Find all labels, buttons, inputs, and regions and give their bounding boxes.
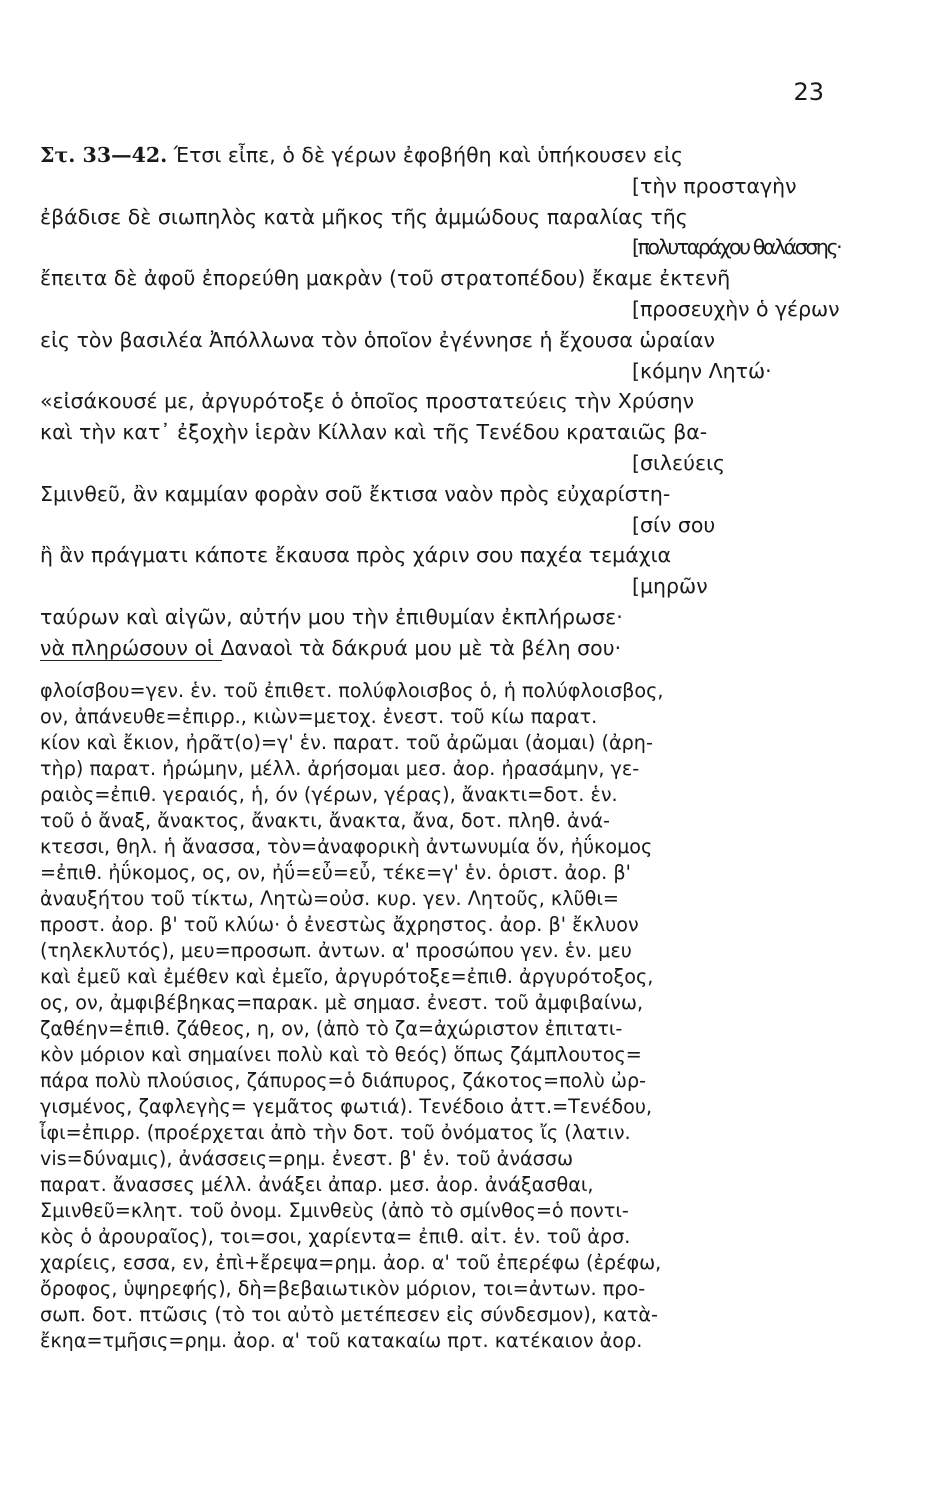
verse-continuation-line [40,356,840,387]
note-line: κὸς ὁ ἀρουραῖος), τοι=σοι, χαρίεντα= ἐπιθ. αἰτ. ἑν. τοῦ ἀρσ. [40,1225,631,1248]
verse-line [40,479,840,510]
note-line: τὴρ) παρατ. ἠρώμην, μέλλ. ἀρήσομαι μεσ. ἀορ. ἠρασάμην, γε- [40,757,640,780]
note-line: =ἐπιθ. ἠΰκομος, ος, ον, ἠΰ=εὖ=εὖ, τέκε=γ' ἑν. ὁριστ. ἀορ. β' [40,861,631,884]
verse-range-label: Στ. 33—42. [40,143,168,167]
note-line: προστ. ἀορ. β' τοῦ κλύω· ὁ ἐνεστὼς ἄχρηστος. ἀορ. β' ἔκλυον [40,913,639,936]
verse-line [40,263,840,294]
note-line: ἔκηα=τμῆσις=ρημ. ἀορ. α' τοῦ κατακαίω πρτ. κατέκαιον ἀορ. [40,1329,643,1352]
verse-text: ἔπειτα δὲ ἀφοῦ ἐπορεύθη μακρὰν (τοῦ στρατοπέδου) ἔκαμε ἐκτενῆ [40,266,731,291]
note-line: καὶ ἐμεῦ καὶ ἐμέθεν καὶ ἐμεῖο, ἀργυρότοξε=ἐπιθ. ἀργυρότοξος, [40,965,654,988]
verse-text: ἢ ἂν πράγματι κάποτε ἔκαυσα πρὸς χάριν σου παχέα τεμάχια [40,543,672,568]
verse-line [40,325,840,356]
note-line: χαρίεις, εσσα, εν, ἐπὶ+ἔρεψα=ρημ. ἀορ. α' τοῦ ἐπερέφω (ἐρέφω, [40,1251,662,1274]
footnote-divider [40,660,222,661]
verse-text: [προσευχὴν ὁ γέρων [632,296,840,321]
verse-continuation-line [40,448,840,479]
verse-continuation-line [40,294,840,325]
verse-text: [τὴν προσταγὴν [632,173,797,198]
note-line: τοῦ ὁ ἄναξ, ἄνακτος, ἄνακτι, ἄνακτα, ἄνα, δοτ. πληθ. ἀνά- [40,809,610,832]
verse-translation [40,140,840,664]
verse-text: καὶ τὴν κατ᾽ ἐξοχὴν ἱερὰν Κίλλαν καὶ τῆς Τενέδου κραταιῶς βα- [40,420,708,445]
note-line: ον, ἀπάνευθε=ἐπιρρ., κιὼν=μετοχ. ἐνεστ. τοῦ κίω παρατ. [40,705,598,728]
page-number: 23 [793,78,824,106]
note-line: παρατ. ἄνασσες μέλλ. ἀνάξει ἀπαρ. μεσ. ἀορ. ἀνάξασθαι, [40,1173,594,1196]
verse-text: «εἰσάκουσέ με, ἀργυρότοξε ὁ ὁποῖος προστατεύεις τὴν Χρύσην [40,389,695,414]
verse-line [40,602,840,633]
note-line: φλοίσβου=γεν. ἑν. τοῦ ἐπιθετ. πολύφλοισβος ὁ, ἡ πολύφλοισβος, [40,679,664,702]
note-line: πάρα πολὺ πλούσιος, ζάπυρος=ὁ διάπυρος, ζάκοτος=πολὺ ὠρ- [40,1069,647,1092]
verse-line [40,540,840,571]
verse-line [40,140,840,171]
verse-text: Έτσι εἶπε, ὁ δὲ γέρων ἐφοβήθη καὶ ὑπήκουσεν εἰς [167,143,683,167]
glossary-notes [40,678,840,1354]
note-line: κίον καὶ ἔκιον, ἠρᾶτ(ο)=γ' ἑν. παρατ. τοῦ ἀρῶμαι (ἀομαι) (ἀρη- [40,731,653,754]
note-line: ἶφι=ἐπιρρ. (προέρχεται ἀπὸ τὴν δοτ. τοῦ ὀνόματος ἴς (λατιν. [40,1121,631,1144]
note-line: γισμένος, ζαφλεγὴς= γεμᾶτος φωτιά). Τενέδοιο ἀττ.=Τενέδου, [40,1095,653,1118]
note-line: (τηλεκλυτός), μευ=προσωπ. ἀντων. α' προσώπου γεν. ἑν. μευ [40,939,632,962]
verse-text: Σμινθεῦ, ἂν καμμίαν φορὰν σοῦ ἔκτισα ναὸν πρὸς εὐχαρίστη- [40,481,671,506]
note-line: ος, ον, ἀμφιβέβηκας=παρακ. μὲ σημασ. ἐνεστ. τοῦ ἀμφιβαίνω, [40,991,644,1014]
note-line: κὸν μόριον καὶ σημαίνει πολὺ καὶ τὸ θεός) ὅπως ζάμπλουτος= [40,1043,642,1066]
verse-text: [κόμην Λητώ· [632,358,772,383]
verse-text: [σιλεύεις [632,450,726,475]
note-line: vis=δύναμις), ἀνάσσεις=ρημ. ἐνεστ. β' ἑν. τοῦ ἀνάσσω [40,1147,574,1170]
note-line: ἀναυξήτου τοῦ τίκτω, Λητὼ=οὐσ. κυρ. γεν. Λητοῦς, κλῦθι= [40,887,619,910]
verse-text: νὰ πληρώσουν οἱ Δαναοὶ τὰ δάκρυά μου μὲ τὰ βέλη σου· [40,635,622,660]
verse-line [40,202,840,233]
note-line: Σμινθεῦ=κλητ. τοῦ ὀνομ. Σμινθεὺς (ἀπὸ τὸ σμίνθος=ὁ ποντι- [40,1199,629,1222]
note-line: ζαθέην=ἐπιθ. ζάθεος, η, ον, (ἀπὸ τὸ ζα=ἀχώριστον ἐπιτατι- [40,1017,623,1040]
verse-continuation-line [40,232,840,263]
verse-text: [μηρῶν [632,574,708,599]
verse-line [40,386,840,417]
verse-continuation-line [40,571,840,602]
verse-continuation-line [40,171,840,202]
verse-continuation-line [40,510,840,541]
verse-text: ταύρων καὶ αἰγῶν, αὐτήν μου τὴν ἐπιθυμίαν ἐκπλήρωσε· [40,604,623,629]
verse-text: [σίν σου [632,512,716,537]
note-line: σωπ. δοτ. πτῶσις (τὸ τοι αὐτὸ μετέπεσεν εἰς σύνδεσμον), κατὰ- [40,1303,658,1326]
verse-line [40,417,840,448]
note-line: ὄροφος, ὑψηρεφής), δὴ=βεβαιωτικὸν μόριον, τοι=ἀντων. προ- [40,1277,646,1300]
verse-text: εἰς τὸν βασιλέα Ἀπόλλωνα τὸν ὁποῖον ἐγέννησε ἡ ἔχουσα ὡραίαν [40,327,715,352]
verse-text: ἐβάδισε δὲ σιωπηλὸς κατὰ μῆκος τῆς ἀμμώδους παραλίας τῆς [40,204,688,229]
verse-line [40,633,840,664]
verse-text: [πολυταράχου θαλάσσης· [632,235,841,260]
note-line: ραιὸς=ἐπιθ. γεραιός, ἡ, όν (γέρων, γέρας), ἄνακτι=δοτ. ἑν. [40,783,618,806]
note-line: κτεσσι, θηλ. ἡ ἄνασσα, τὸν=ἀναφορικὴ ἀντωνυμία ὅν, ἠΰκομος [40,835,653,858]
